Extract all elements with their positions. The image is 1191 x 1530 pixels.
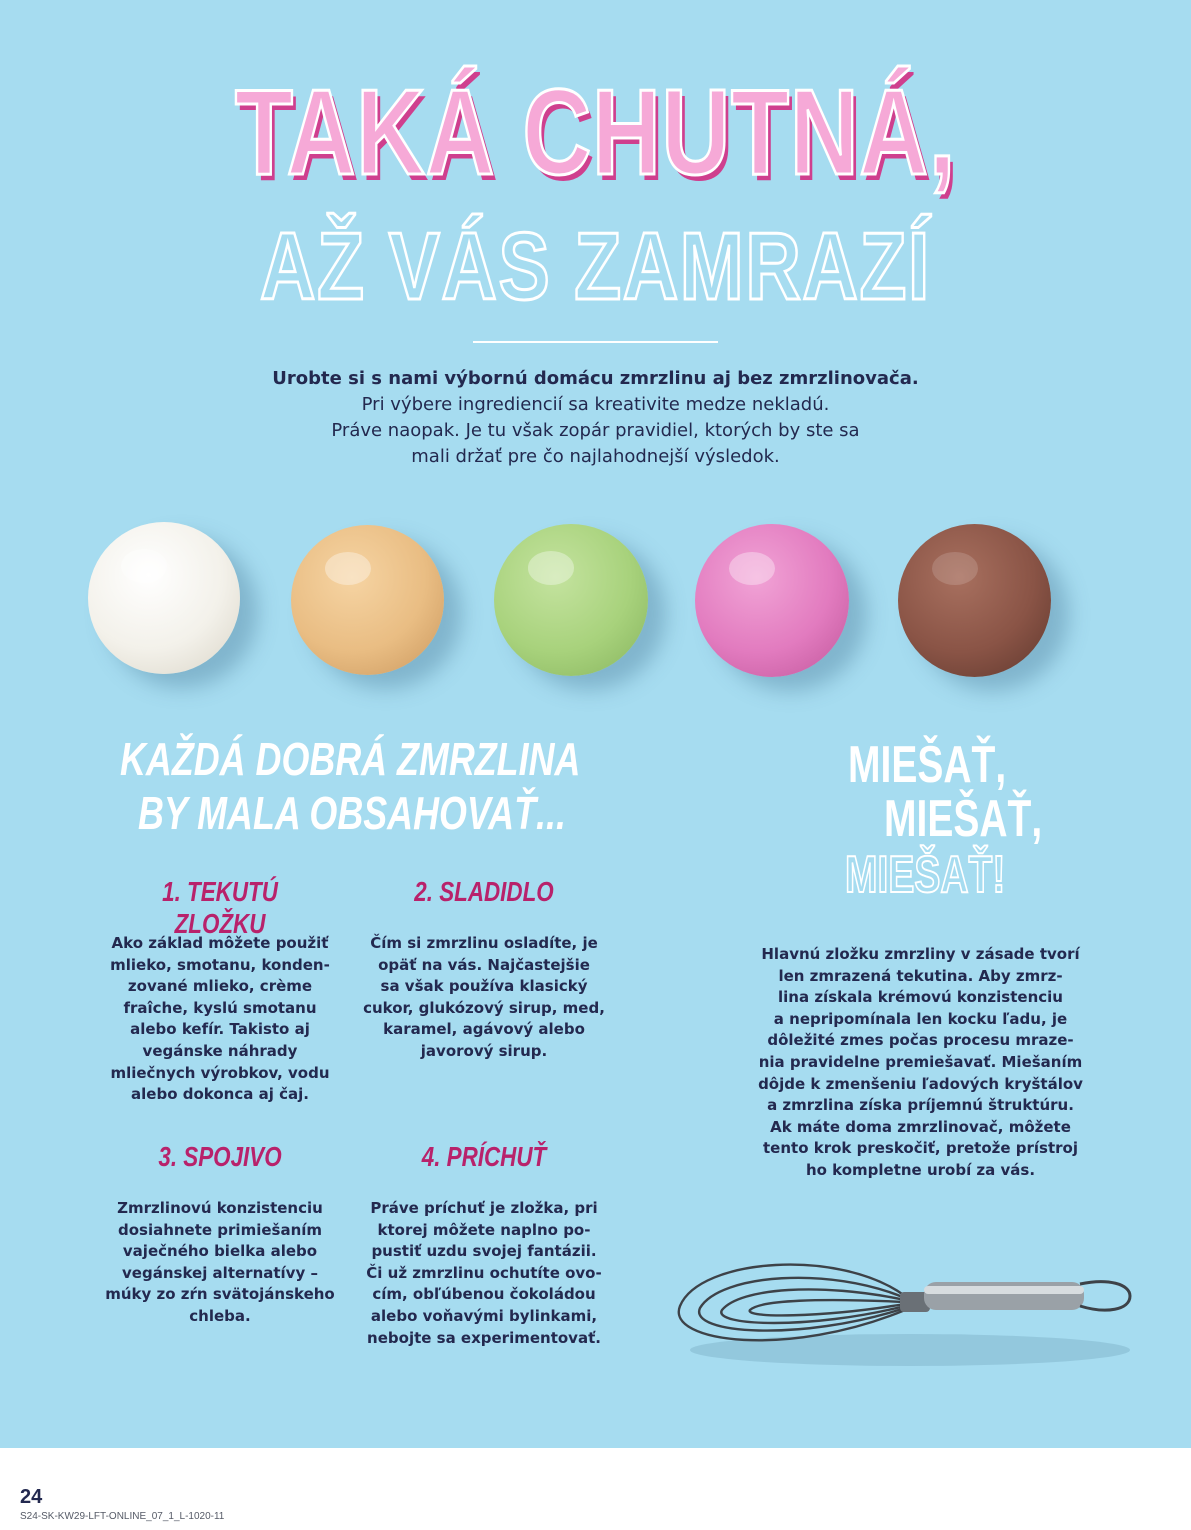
ice-cream-scoop-chocolate (898, 524, 1051, 677)
section-heading-line-2: BY MALA OBSAHOVAŤ... (138, 787, 566, 839)
item-title-binder: 3. SPOJIVO (158, 1141, 282, 1172)
ice-cream-scoop-caramel (291, 525, 444, 675)
item-body-sweetener: Čím si zmrzlinu osladíte, je opäť na vás. Najčastejšie sa však používa klasický cukor, glukózový sirup, med, karamel, agávový alebo javorový sirup. (363, 934, 605, 1060)
whisk-icon (660, 1238, 1140, 1378)
intro-line: Práve naopak. Je tu však zopár pravidiel, ktorých by ste sa (331, 420, 860, 441)
mix-heading-line-1: MIEŠAŤ, (848, 736, 1007, 794)
footer-code: S24-SK-KW29-LFT-ONLINE_07_1_L-1020-11 (20, 1511, 225, 1522)
mix-heading-line-2: MIEŠAŤ, (884, 790, 1043, 848)
headline-line-2: AŽ VÁS ZAMRAZÍ (260, 213, 931, 320)
mix-heading-line-3: MIEŠAŤ! (845, 846, 1006, 904)
divider (473, 341, 718, 343)
section-heading-line-1: KAŽDÁ DOBRÁ ZMRZLINA (120, 733, 581, 785)
item-title-sweetener: 2. SLADIDLO (414, 876, 554, 907)
ice-cream-scoop-berry (695, 524, 849, 677)
headline-line-1: TAKÁ CHUTNÁ, (234, 64, 957, 200)
mix-body: Hlavnú zložku zmrzliny v zásade tvorí len zmrazená tekutina. Aby zmrz- lina získala krémovú konzistenciu a nepripomínala len kocku ľadu, je dôležité zmes počas procesu mrazе- nia pravidelne premiešavať. Miešaním dôjde k zmenšeniu ľadových kryštálov a zmrzlina získa príjemnú štruktúru. Ak máte doma zmrzlinovač, môžete tento krok preskočiť, pretože prístroj ho kompletne urobí za vás. (758, 945, 1083, 1179)
item-body-liquid: Ako základ môžete použiť mlieko, smotanu, konden- zované mlieko, crème fraîche, kyslú smotanu alebo kefír. Takisto aj vegánske náhrady mliečnych výrobkov, vodu alebo dokonca aj čaj. (110, 934, 330, 1104)
item-title-flavour: 4. PRÍCHUŤ (421, 1141, 547, 1172)
intro-line: mali držať pre čo najlahodnejší výsledok. (411, 446, 780, 467)
intro-paragraph (160, 366, 1031, 470)
page-number: 24 (20, 1486, 43, 1508)
intro-lead: Urobte si s nami výbornú domácu zmrzlinu aj bez zmrzlinovača. (272, 368, 919, 389)
ice-cream-scoop-pistachio (494, 524, 648, 676)
ice-cream-scoop-vanilla (88, 522, 240, 674)
item-body-binder: Zmrzlinovú konzistenciu dosiahnete primiešaním vaječného bielka alebo vegánskej alternatívy – múky zo zŕn svätojánskeho chleba. (105, 1199, 335, 1325)
intro-line: Pri výbere ingrediencií sa kreativite medze nekladú. (361, 394, 830, 415)
item-body-flavour: Práve príchuť je zložka, pri ktorej môžete naplno po- pustiť uzdu svojej fantázii. Či už zmrzlinu ochutíte ovo- cím, obľúbenou čokoládou alebo voňavými bylinkami, nebojte sa experimentovať. (366, 1199, 602, 1347)
item-title-liquid: 1. TEKUTÚ ZLOŽKU (162, 876, 278, 939)
